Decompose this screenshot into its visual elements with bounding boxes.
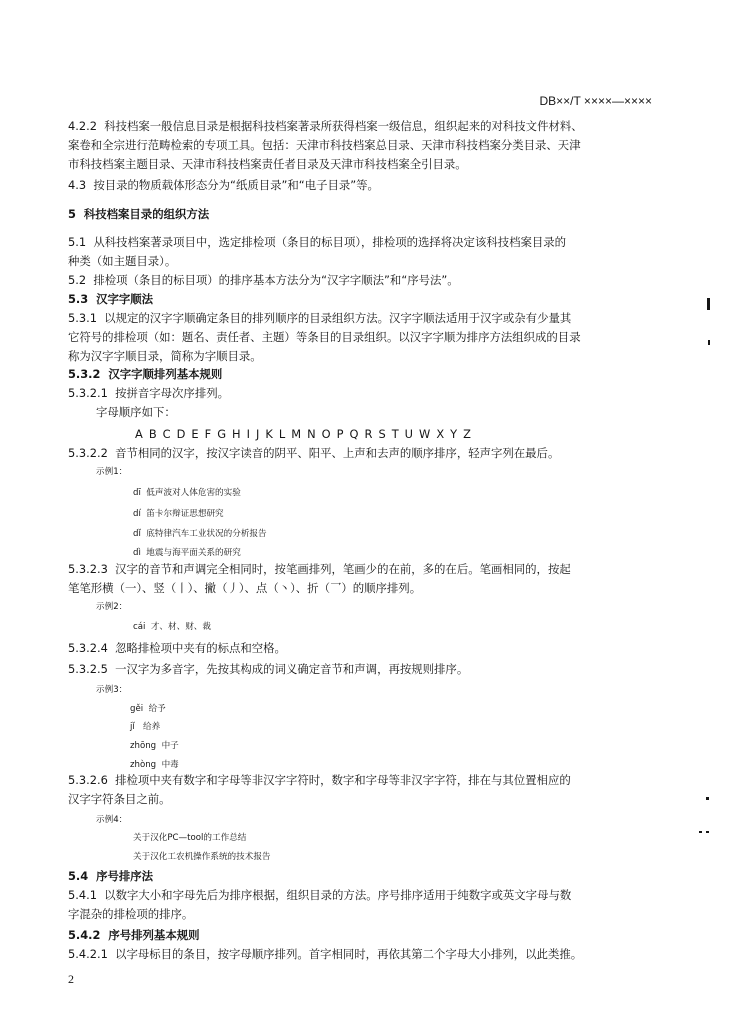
section-heading: 5 科技档案目录的组织方法: [68, 207, 210, 221]
example-item: 关于汉化工农机操作系统的技术报告: [133, 852, 271, 862]
text-line: 5.1 从科技档案著录项目中，选定排检项（条目的标目项），排检项的选择将决定该科技档案目录的: [68, 235, 567, 249]
text-line: 4.2.2 科技档案一般信息目录是根据科技档案著录所获得档案一级信息，组织起来的对科技文件材料、: [68, 119, 583, 133]
text-line: 字母顺序如下：: [96, 405, 176, 419]
text-line: 称为汉字字顺目录，简称为字顺目录。: [68, 349, 262, 363]
text-line: 种类（如主题目录）。: [68, 254, 177, 268]
example-label: 示例2：: [96, 602, 128, 612]
standard-code: DB××/T ××××—××××: [539, 94, 652, 108]
text-line: 市科技档案主题目录、天津市科技档案责任者目录及天津市科技档案全引目录。: [68, 157, 467, 171]
text-line: 笔笔形横（一）、竖（丨）、撇（丿）、点（丶）、折（乛）的顺序排列。: [68, 581, 422, 595]
section-heading: 5.4.2 序号排列基本规则: [68, 928, 200, 942]
text-line: 5.3.2.4 忽略排检项中夹有的标点和空格。: [68, 641, 286, 655]
example-label: 示例3：: [96, 685, 128, 695]
scan-mark: [707, 298, 710, 310]
example-item: 关于汉化PC—tool的工作总结: [133, 833, 247, 843]
text-line: 5.3.2.3 汉字的音节和声调完全相同时，按笔画排列，笔画少的在前，多的在后。笔画相同的，按起: [68, 562, 571, 576]
example-label: 示例1：: [96, 467, 128, 477]
text-line: 5.2 排检项（条目的标目项）的排序基本方法分为“汉字字顺法”和“序号法”。: [68, 273, 459, 287]
example-item: dì 地震与海平面关系的研究: [133, 548, 241, 558]
example-item: zhòng 中毒: [130, 760, 179, 770]
example-item: jǐ 给养: [130, 722, 161, 732]
example-item: dǐ 底特律汽车工业状况的分析报告: [133, 529, 267, 539]
text-line: 字混杂的排检项的排序。: [68, 907, 194, 921]
text-line: 5.3.2.6 排检项中夹有数字和字母等非汉字字符时，数字和字母等非汉字字符，排在与其位置相应的: [68, 773, 571, 787]
section-heading: 5.3 汉字字顺法: [68, 292, 154, 306]
alphabet-line: A B C D E F G H I J K L M N O P Q R S T U W X Y Z: [135, 427, 473, 441]
text-line: 5.4.2.1 以字母标目的条目，按字母顺序排列。首字相同时，再依其第二个字母大小排列，以此类推。: [68, 947, 583, 961]
text-line: 案卷和全宗进行范畴检索的专项工具。包括：天津市科技档案总目录、天津市科技档案分类目录、天津: [68, 138, 581, 152]
text-line: 它符号的排检项（如：题名、责任者、主题）等条目的目录组织。以汉字字顺为排序方法组织成的目录: [68, 330, 581, 344]
text-line: 5.3.1 以规定的汉字字顺确定条目的排列顺序的目录组织方法。汉字字顺法适用于汉字或杂有少量其: [68, 311, 572, 325]
text-line: 汉字字符条目之前。: [68, 792, 171, 806]
text-line: 5.3.2.5 一汉字为多音字，先按其构成的词义确定音节和声调，再按规则排序。: [68, 662, 469, 676]
scan-mark: [706, 831, 709, 833]
text-line: 5.4.1 以数字大小和字母先后为排序根据，组织目录的方法。序号排序适用于纯数字或英文字母与数: [68, 888, 572, 902]
example-item: dí 笛卡尔辩证思想研究: [133, 509, 224, 519]
example-item: zhōng 中子: [130, 741, 179, 751]
section-heading: 5.4 序号排序法: [68, 869, 154, 883]
text-line: 4.3 按目录的物质载体形态分为“纸质目录”和“电子目录”等。: [68, 178, 379, 192]
example-item: gěi 给予: [130, 704, 166, 714]
text-line: 5.3.2.1 按拼音字母次序排列。: [68, 386, 229, 400]
scan-mark: [708, 340, 710, 345]
page-number: 2: [68, 972, 74, 986]
scan-mark: [706, 797, 709, 800]
example-item: cái 才、材、财、裁: [133, 622, 211, 632]
text-line: 5.3.2.2 音节相同的汉字，按汉字读音的阴平、阳平、上声和去声的顺序排序，轻声字列在最后。: [68, 446, 560, 460]
example-item: dī 低声波对人体危害的实验: [133, 488, 241, 498]
section-heading: 5.3.2 汉字字顺排列基本规则: [68, 367, 223, 381]
scan-mark: [699, 831, 702, 833]
example-label: 示例4：: [96, 815, 128, 825]
